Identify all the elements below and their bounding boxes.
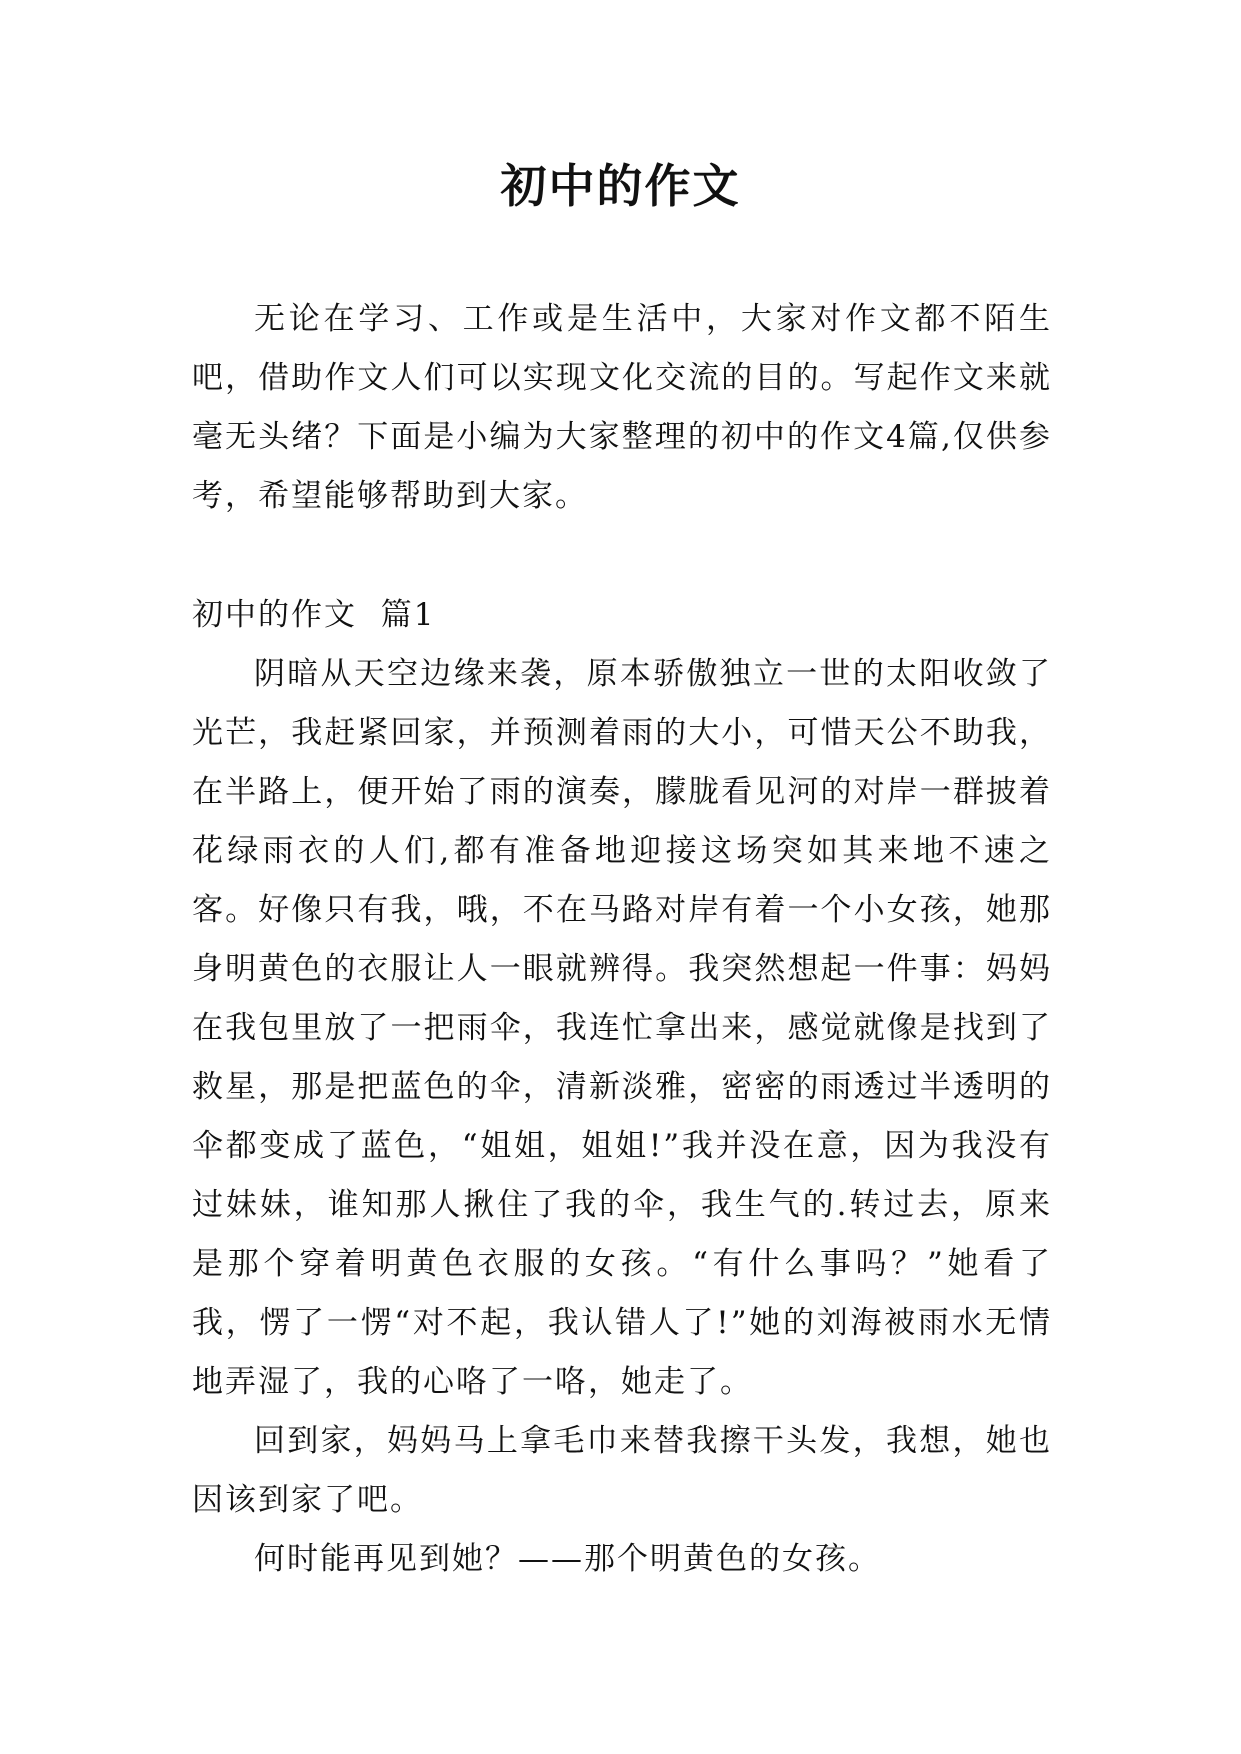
section-heading: 初中的作文 篇1 <box>192 597 436 633</box>
body-paragraph-2: 回到家，妈妈马上拿毛巾来替我擦干头发，我想，她也因该到家了吧。 <box>192 1423 1052 1518</box>
document-body <box>192 290 1052 1589</box>
body-paragraph-1: 阴暗从天空边缘来袭，原本骄傲独立一世的太阳收敛了光芒，我赶紧回家，并预测着雨的大小，可惜天公不助我，在半路上，便开始了雨的演奏，朦胧看见河的对岸一群披着花绿雨衣的人们,都有准备地迎接这场突如其来地不速之客。好像只有我，哦，不在马路对岸有着一个小女孩，她那身明黄色的衣服让人一眼就辨得。我突然想起一件事：妈妈在我包里放了一把雨伞，我连忙拿出来，感觉就像是找到了救星，那是把蓝色的伞，清新淡雅，密密的雨透过半透明的伞都变成了蓝色，“姐姐，姐姐!”我并没在意，因为我没有过妹妹，谁知那人揪住了我的伞，我生气的.转过去，原来是那个穿着明黄色衣服的女孩。“有什么事吗？”她看了我，愣了一愣“对不起，我认错人了!”她的刘海被雨水无情地弄湿了，我的心咯了一咯，她走了。 <box>192 656 1052 1400</box>
intro-paragraph: 无论在学习、工作或是生活中，大家对作文都不陌生吧，借助作文人们可以实现文化交流的目的。写起作文来就毫无头绪？下面是小编为大家整理的初中的作文4篇,仅供参考，希望能够帮助到大家。 <box>192 301 1052 514</box>
document-title: 初中的作文 <box>500 159 741 213</box>
body-paragraph-3: 何时能再见到她？——那个明黄色的女孩。 <box>254 1541 881 1577</box>
